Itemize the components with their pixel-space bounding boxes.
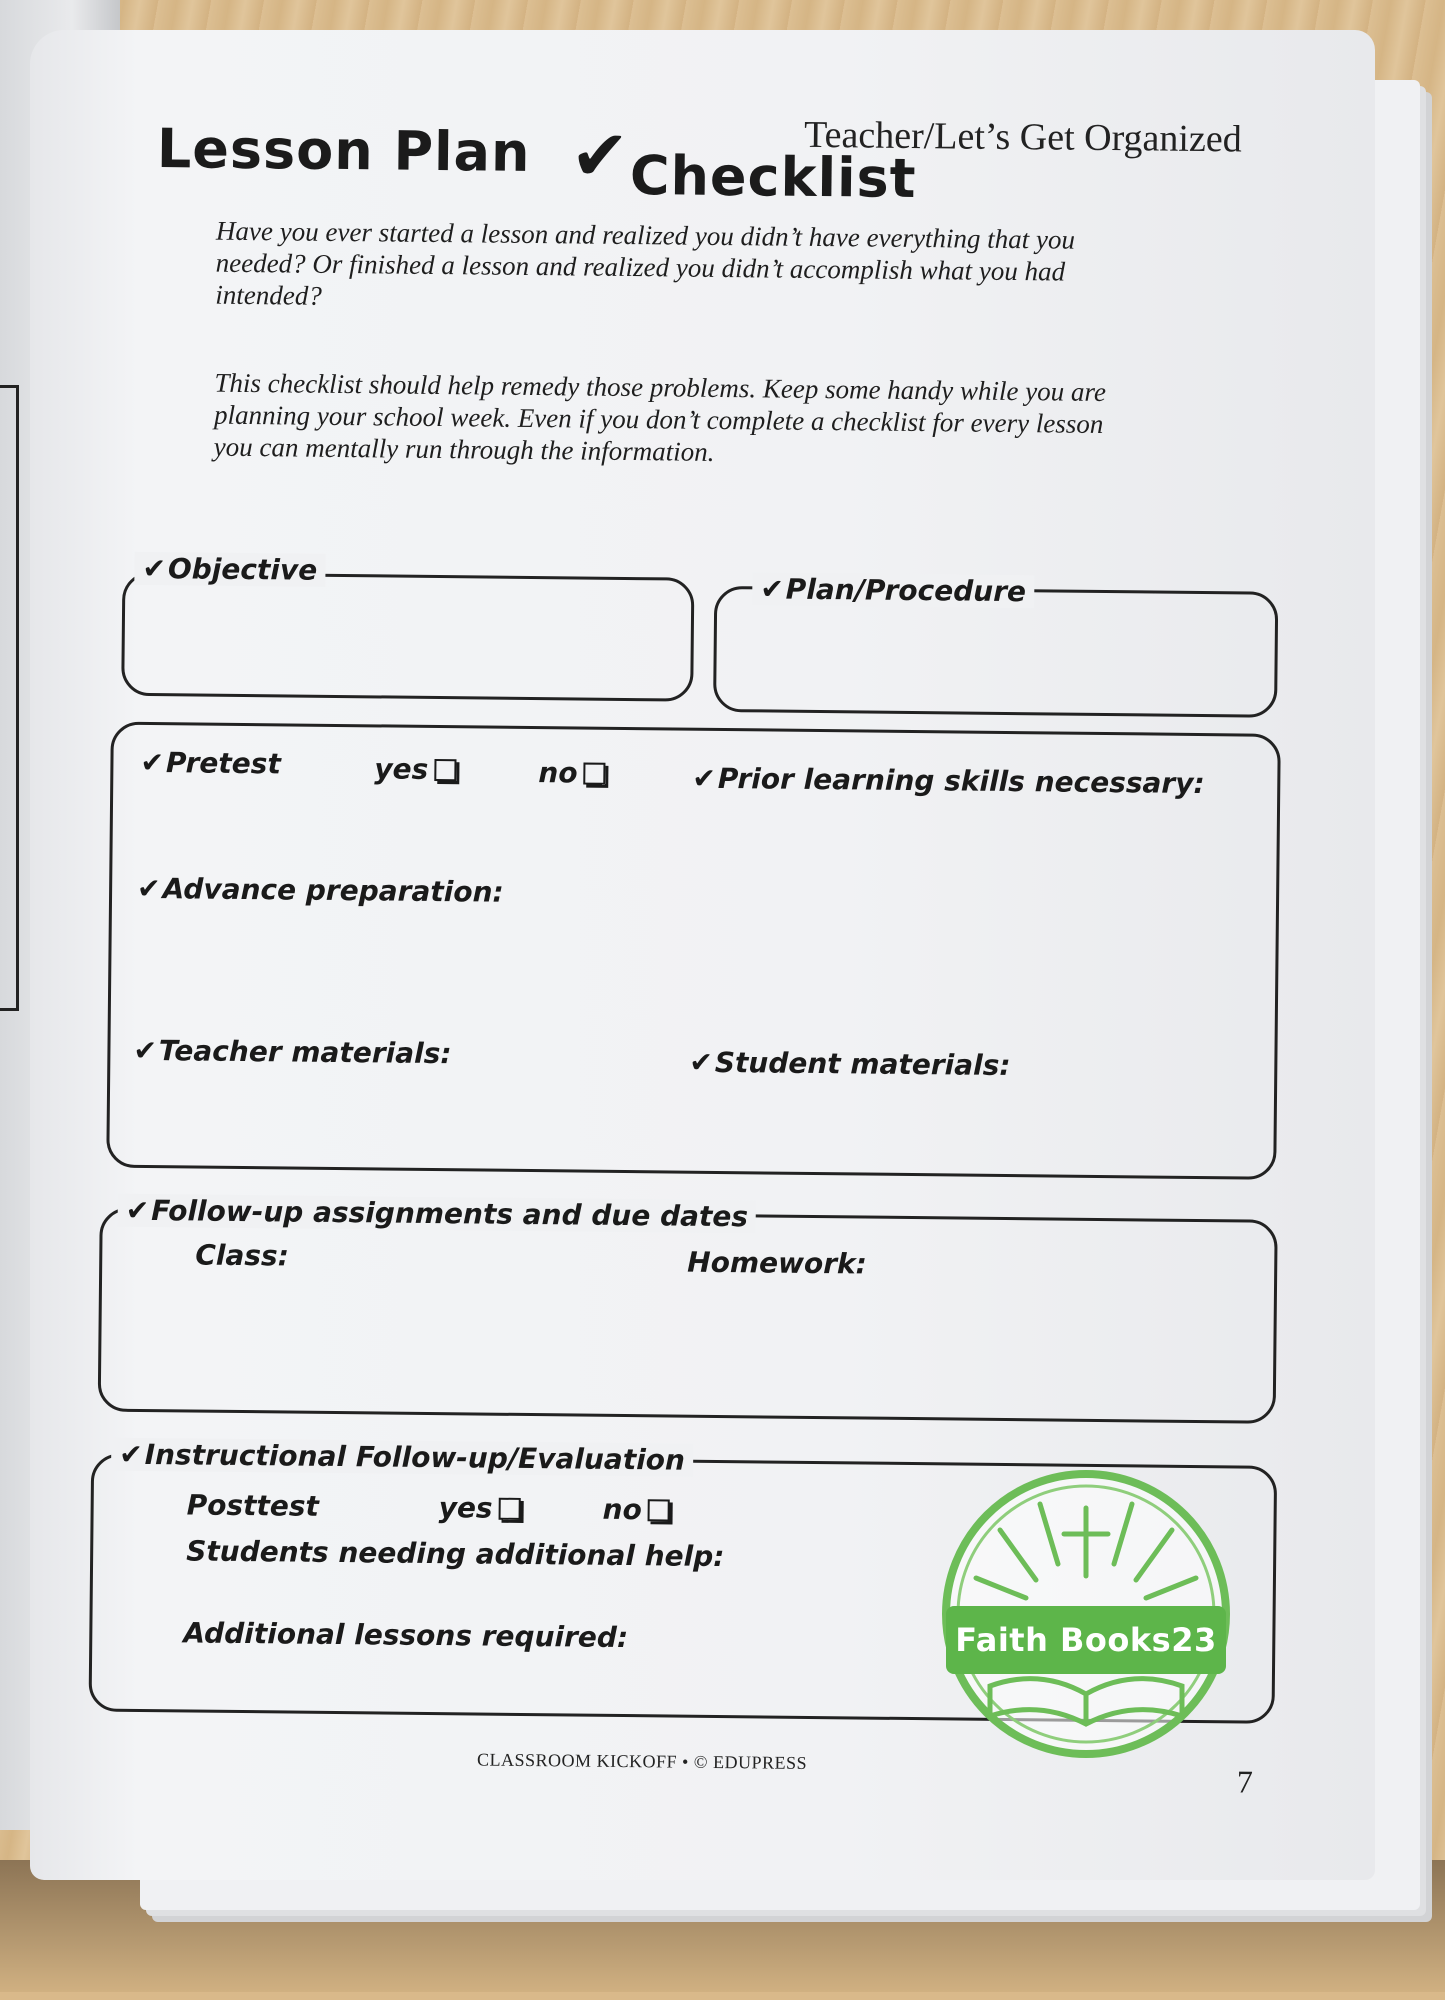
homework-label: Homework: xyxy=(687,1245,867,1281)
watermark-text: Faith Books23 xyxy=(946,1606,1226,1674)
title-checklist: Checklist xyxy=(629,144,917,211)
title-main: Lesson Plan xyxy=(156,117,531,184)
plan-procedure-label: ✔Plan/Procedure xyxy=(752,572,1034,608)
checkmark-icon: ✔ xyxy=(119,1437,143,1471)
section-label: Teacher/Let’s Get Organized xyxy=(803,113,1242,161)
checkmark-icon: ✔ xyxy=(689,1045,713,1079)
intro-paragraph-2: This checklist should help remedy those problems. Keep some handy while you are planning your school week. Even if you don’t complete a checklist for every lesson you can mentally run through the information. xyxy=(213,367,1107,467)
class-label: Class: xyxy=(195,1238,290,1273)
evaluation-label: ✔Instructional Follow-up/Evaluation xyxy=(111,1438,693,1477)
checkbox-icon[interactable] xyxy=(434,759,456,781)
posttest-no[interactable]: no xyxy=(602,1493,670,1527)
teacher-materials-label: ✔Teacher materials: xyxy=(133,1033,452,1071)
checkmark-icon: ✔ xyxy=(760,572,784,606)
checkmark-icon: ✔ xyxy=(692,761,716,795)
posttest-label: Posttest xyxy=(186,1488,320,1523)
pretest-label: ✔Pretest xyxy=(140,745,281,781)
checkmark-icon: ✔ xyxy=(570,114,631,198)
watermark-logo xyxy=(940,1468,1232,1760)
pretest-no[interactable]: no xyxy=(538,756,606,790)
checkbox-icon[interactable] xyxy=(648,1499,670,1521)
checkbox-icon[interactable] xyxy=(498,1498,520,1520)
footer-credit: CLASSROOM KICKOFF • © EDUPRESS xyxy=(476,1749,808,1773)
checkmark-icon: ✔ xyxy=(142,551,167,586)
checkmark-icon: ✔ xyxy=(133,1033,158,1068)
checkbox-icon[interactable] xyxy=(583,763,605,785)
objective-label: ✔Objective xyxy=(134,552,325,587)
prior-learning-label: ✔Prior learning skills necessary: xyxy=(692,761,1205,801)
objective-box[interactable] xyxy=(121,572,694,702)
page-number: 7 xyxy=(1236,1763,1254,1800)
additional-lessons-label: Additional lessons required: xyxy=(183,1616,629,1655)
checkmark-icon: ✔ xyxy=(140,745,165,780)
posttest-yes[interactable]: yes xyxy=(438,1491,520,1525)
advance-preparation-label: ✔Advance preparation: xyxy=(136,871,504,909)
checkmark-icon: ✔ xyxy=(136,871,161,906)
pretest-yes[interactable]: yes xyxy=(374,752,456,786)
intro-paragraph-1: Have you ever started a lesson and realized you didn’t have everything that you needed? Or finished a lesson and realized you didn’t accomplish what you had intended? xyxy=(215,215,1076,311)
checkmark-icon: ✔ xyxy=(125,1193,150,1228)
students-help-label: Students needing additional help: xyxy=(186,1534,725,1574)
student-materials-label: ✔Student materials: xyxy=(689,1045,1011,1083)
followup-label: ✔Follow-up assignments and due dates xyxy=(118,1194,757,1234)
